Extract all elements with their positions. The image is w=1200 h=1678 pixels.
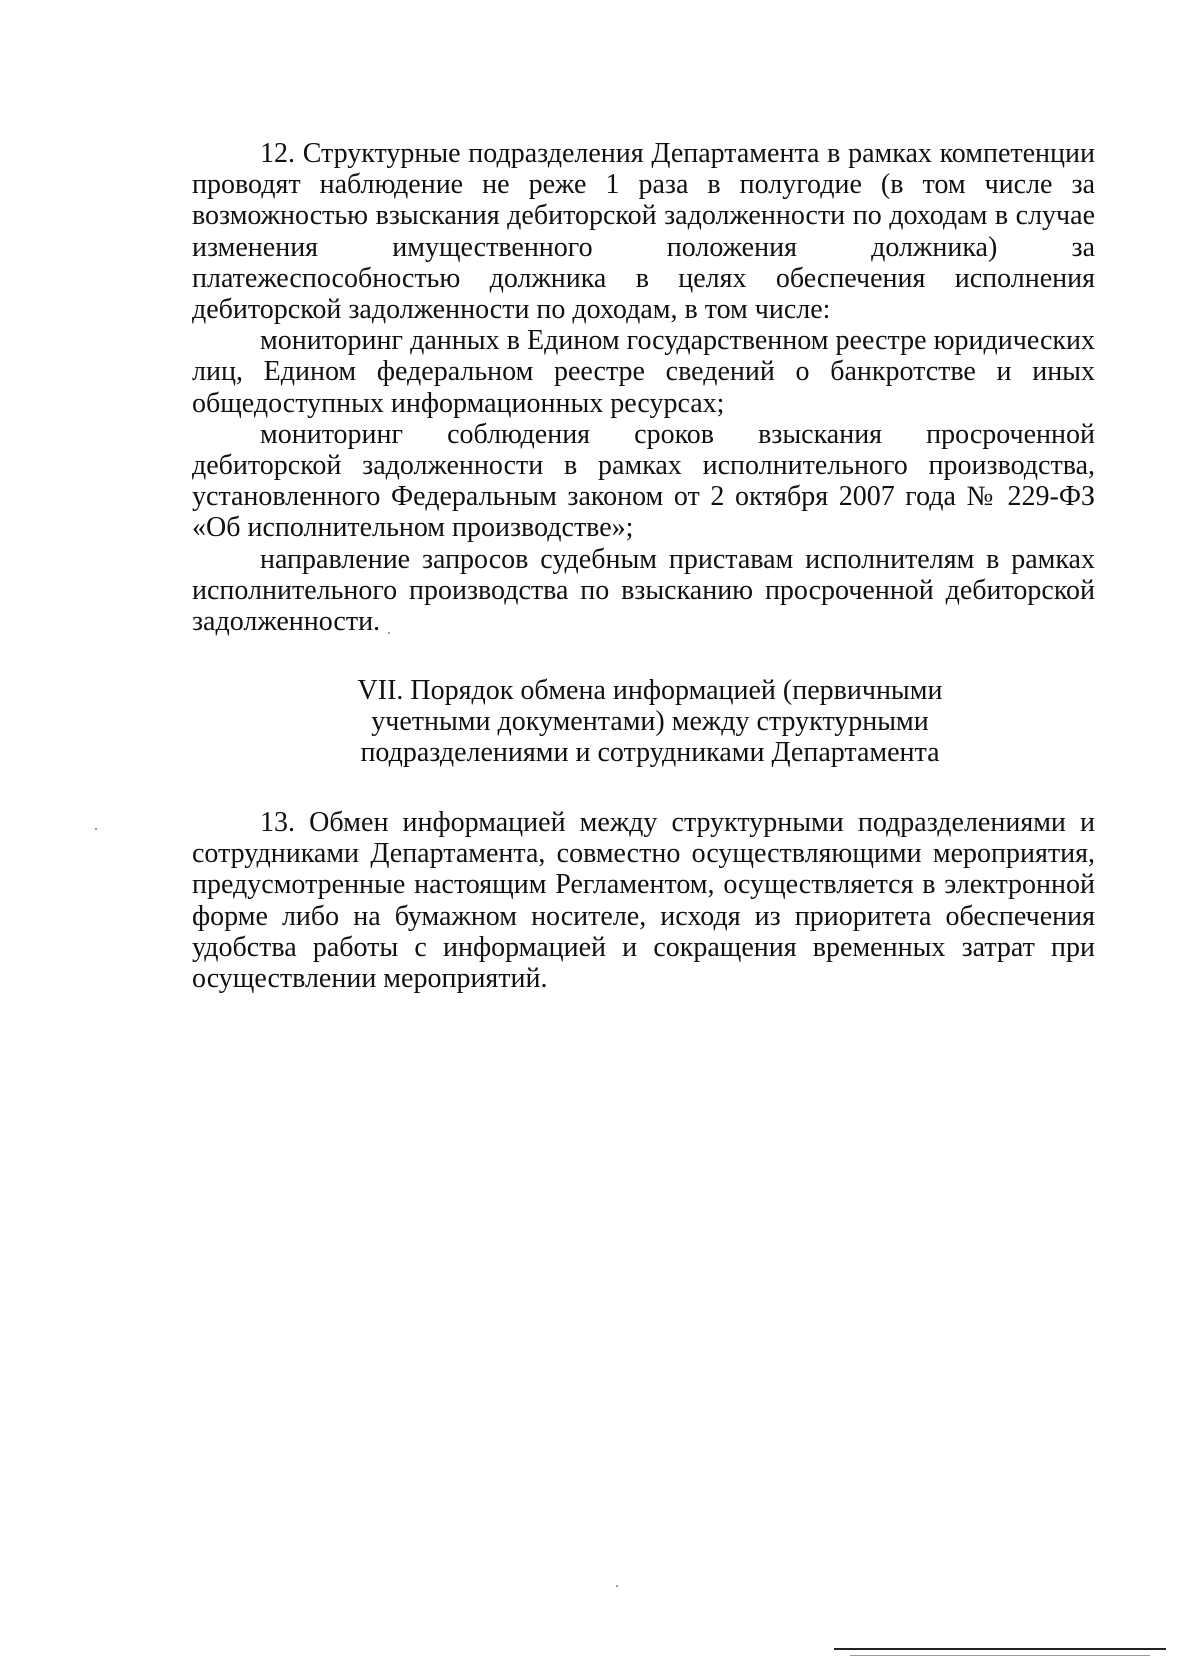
paragraph-13: 13. Обмен информацией между структурными подразделениями и сотрудниками Департамента, совместно осуществляющими мероприятия, предусмотренные настоящим Регламентом, осуществляется в электронной форме либо на бумажном носителе, исходя из приоритета обеспечения удобства работы с информацией и сокращения временных затрат при осуществлении мероприятий. xyxy=(192,807,1095,995)
section-body-monitoring xyxy=(192,138,1095,637)
footer-divider xyxy=(834,1648,1166,1650)
section-heading-vii xyxy=(320,675,980,769)
heading-line: учетными документами) между структурными xyxy=(371,706,929,738)
scan-speck xyxy=(616,1585,618,1587)
heading-line: подразделениями и сотрудниками Департамента xyxy=(360,737,940,769)
paragraph-monitoring-deadlines: мониторинг соблюдения сроков взыскания просроченной дебиторской задолженности в рамках исполнительного производства, установленного Федеральным законом от 2 октября 2007 года № 229-ФЗ «Об исполнительном производстве»; xyxy=(192,418,1095,544)
paragraph-bailiff-requests: направление запросов судебным приставам исполнителям в рамках исполнительного производства по взысканию просроченной дебиторской задолженности. xyxy=(192,543,1095,638)
scan-speck xyxy=(95,828,97,830)
heading-line: VII. Порядок обмена информацией (первичными xyxy=(357,675,943,706)
footer-divider-thin xyxy=(850,1655,1150,1656)
scan-speck xyxy=(388,632,390,634)
paragraph-monitoring-registry: мониторинг данных в Едином государственном реестре юридических лиц, Едином федеральном реестре сведений о банкротстве и иных общедоступных информационных ресурсах; xyxy=(192,325,1095,419)
section-body-information-exchange xyxy=(192,807,1095,994)
paragraph-12: 12. Структурные подразделения Департамента в рамках компетенции проводят наблюдение не реже 1 раза в полугодие (в том числе за возможностью взыскания дебиторской задолженности по доходам в случае изменения имущественного положения должника) за платежеспособностью должника в целях обеспечения исполнения дебиторской задолженности по доходам, в том числе: xyxy=(192,138,1095,326)
